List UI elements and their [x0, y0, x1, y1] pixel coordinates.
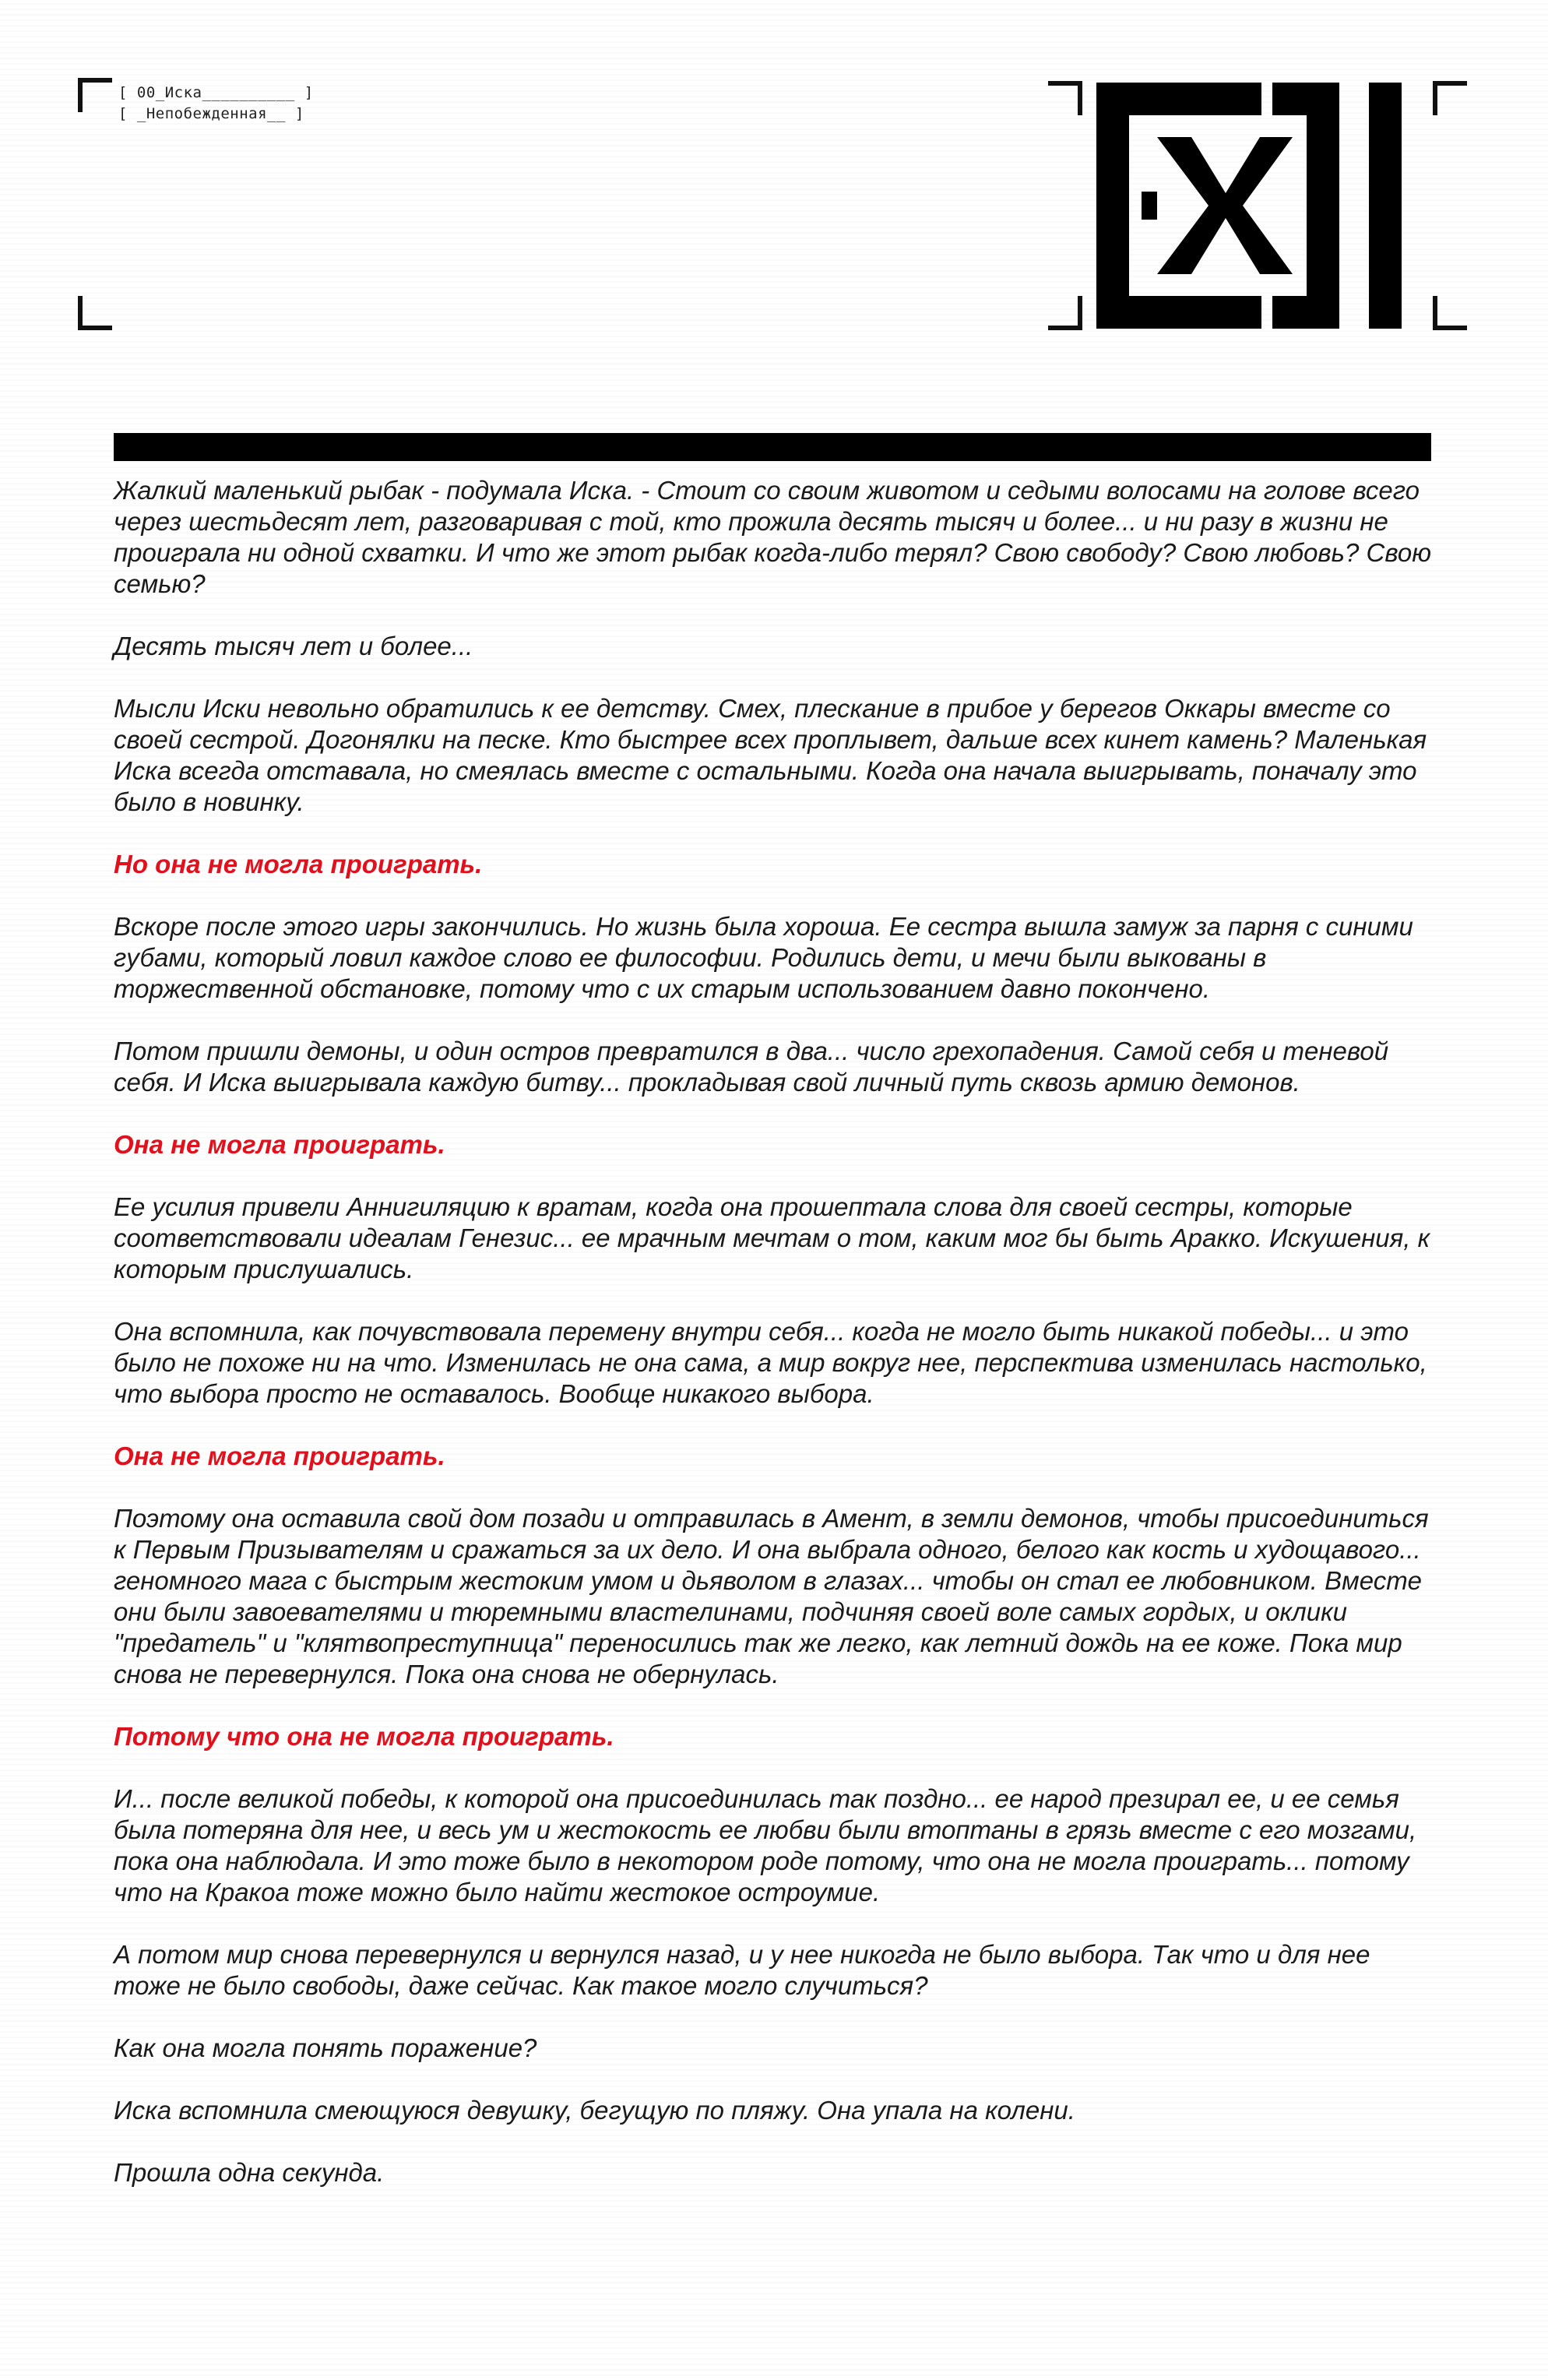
x-bracket-logo-icon — [1096, 83, 1423, 329]
section-divider-bar — [114, 433, 1431, 461]
paragraph: Ее усилия привели Аннигиляцию к вратам, когда она прошептала слова для своей сестры, которые соответствовали идеалам Генезис... ее мрачным мечтам о том, каким мог бы быть Аракко. Искушения, к которым прислушались. — [114, 1192, 1430, 1283]
frame-corner-top-left-outer — [1433, 81, 1467, 115]
emphasis-paragraph: Она не могла проиграть. — [114, 1442, 445, 1470]
frame-corner-top-right-inner — [1048, 81, 1082, 115]
paragraph: Она вспомнила, как почувствовала перемену внутри себя... когда не могло быть никакой победы... и это было не похоже ни на что. Изменилась не она сама, а мир вокруг нее, перспектива изменилась настолько, что выбора просто не оставалось. Вообще никакого выбора. — [114, 1317, 1427, 1408]
frame-corner-bottom-left-outer — [1433, 296, 1467, 330]
paragraph: Вскоре после этого игры закончились. Но жизнь была хороша. Ее сестра вышла замуж за парня с синими губами, который ловил каждое слово ее философии. Родились дети, и мечи были выкованы в торжественной обстановке, потому что с их старым использованием давно покончено. — [114, 912, 1413, 1003]
paragraph: Прошла одна секунда. — [114, 2158, 385, 2187]
frame-corner-bottom-right-inner — [1048, 296, 1082, 330]
emphasis-paragraph: Но она не могла проиграть. — [114, 850, 483, 878]
frame-corner-bottom-left — [78, 296, 112, 330]
story-text — [114, 475, 1437, 2220]
emphasis-paragraph: Потому что она не могла проиграть. — [114, 1722, 614, 1751]
frame-corner-top-left — [78, 78, 112, 112]
paragraph: А потом мир снова перевернулся и вернулся назад, и у нее никогда не было выбора. Так что и для нее тоже не было свободы, даже сейчас. Как такое могло случиться? — [114, 1940, 1370, 2000]
paragraph: Мысли Иски невольно обратились к ее детству. Смех, плескание в прибое у берегов Оккары вместе со своей сестрой. Догонялки на песке. Кто быстрее всех проплывет, дальше всех кинет камень? Маленькая Иска всегда отставала, но смеялась вместе с остальными. Когда она начала выигрывать, поначалу это было в новинку. — [114, 694, 1427, 816]
paragraph: Десять тысяч лет и более... — [114, 632, 473, 660]
paragraph: Поэтому она оставила свой дом позади и отправилась в Амент, в земли демонов, чтобы присоединиться к Первым Призывателям и сражаться за их дело. И она выбрала одного, белого как кость и худощавого... геномного мага с быстрым жестоким умом и дьяволом в глазах... чтобы он стал ее любовником. Вместе они были завоевателями и тюремными властелинами, подчиняя своей воле самых гордых, и оклики "предатель" и "клятвопреступница" переносились так же легко, как летний дождь на ее коже. Пока мир снова не перевернулся. Пока она снова не обернулась. — [114, 1504, 1429, 1688]
paragraph: Жалкий маленький рыбак - подумала Иска. - Стоит со своим животом и седыми волосами на голове всего через шестьдесят лет, разговаривая с той, кто прожила десять тысяч и более... и ни разу в жизни не проиграла ни одной схватки. И что же этот рыбак когда-либо терял? Свою свободу? Свою любовь? Свою семью? — [114, 476, 1432, 598]
paragraph: Как она могла понять поражение? — [114, 2033, 537, 2062]
paragraph: И... после великой победы, к которой она присоединилась так поздно... ее народ презирал ее, и ее семья была потеряна для нее, и весь ум и жестокость ее любви были втоптаны в грязь вместе с его мозгами, пока она наблюдала. И это тоже было в некотором роде потому, что она не могла проиграть... потому что на Кракоа тоже можно было найти жестокое остроумие. — [114, 1784, 1417, 1906]
paragraph: Потом пришли демоны, и один остров превратился в два... число грехопадения. Самой себя и теневой себя. И Иска выигрывала каждую битву... прокладывая свой личный путь сквозь армию демонов. — [114, 1037, 1389, 1097]
header-labels — [118, 83, 314, 125]
paragraph: Иска вспомнила смеющуюся девушку, бегущую по пляжу. Она упала на колени. — [114, 2096, 1075, 2125]
character-number-label: [ 00_Иска__________ ] — [118, 84, 314, 101]
character-title-label: [ _Непобежденная__ ] — [118, 105, 304, 122]
emphasis-paragraph: Она не могла проиграть. — [114, 1130, 445, 1159]
